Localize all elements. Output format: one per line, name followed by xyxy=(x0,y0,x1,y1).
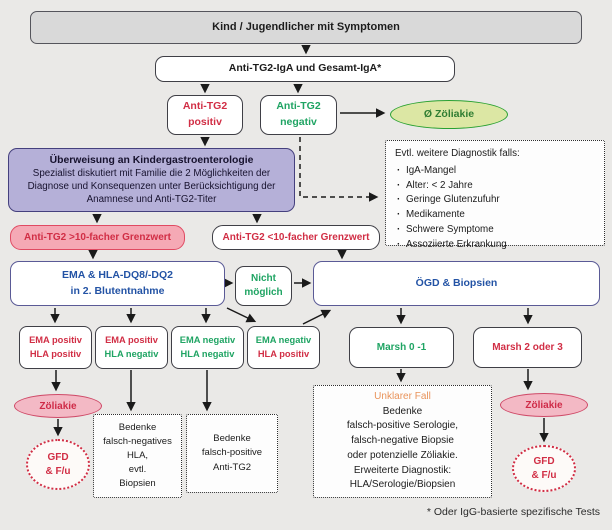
list-item: · IgA-Mangel xyxy=(395,164,507,179)
node-no-celiac xyxy=(390,100,508,129)
node-consider-false-positive-tg2: Bedenke falsch-positive Anti-TG2 xyxy=(186,414,278,493)
referral-line1: Spezialist diskutiert mit Familie die 2 Möglichkeiten der xyxy=(32,168,271,180)
no-celiac-label: Ø Zöliakie xyxy=(423,107,475,120)
node-start xyxy=(30,11,582,44)
node-unclear-case: Unklarer Fall Bedenke falsch-positive Serologie, falsch-negative Biopsie oder potenzielle Zöliakie. Erweiterte Diagnostik: HLA/Serologie/Biopsien xyxy=(313,385,492,498)
node-consider-false-negative-hla: Bedenke falsch-negatives HLA, evtl. Biopsien xyxy=(93,414,182,498)
node-not-possible xyxy=(235,266,292,306)
list-item: · Medikamente xyxy=(395,208,507,223)
ema-hla-line1: EMA & HLA-DQ8/-DQ2 xyxy=(61,268,174,281)
node-celiac-left: Zöliakie xyxy=(14,394,102,418)
list-item: · Schwere Symptome xyxy=(395,223,507,238)
node-anti-tg2-positive xyxy=(167,95,243,135)
not-possible-line1: Nicht xyxy=(251,273,276,284)
not-possible-line2: möglich xyxy=(244,287,283,298)
flow-arrow-dashed xyxy=(300,137,376,197)
referral-title: Überweisung an Kindergastroenterologie xyxy=(49,154,254,166)
tg2-positive-line1: Anti-TG2 xyxy=(182,100,228,113)
node-above-10x-threshold xyxy=(10,225,185,250)
tg2-negative-line2: negativ xyxy=(280,116,317,128)
referral-line3: Anamnese und Anti-TG2-Titer xyxy=(86,194,217,206)
list-item: · Assoziierte Erkrankung xyxy=(395,238,507,253)
node-marsh-0-1: Marsh 0 -1 xyxy=(349,327,454,368)
flow-arrow xyxy=(303,311,329,324)
node-referral xyxy=(8,148,295,212)
node-gfd-followup-right: GFD & F/u xyxy=(512,445,576,492)
tg2-negative-line1: Anti-TG2 xyxy=(276,100,321,113)
further-diagnostics-title: Evtl. weitere Diagnostik falls: xyxy=(395,148,520,159)
node-ema-hla-test xyxy=(10,261,225,306)
ogd-label: ÖGD & Biopsien xyxy=(415,276,498,289)
node-ema-neg-hla-pos: EMA negativ HLA positiv xyxy=(247,326,320,369)
list-item: · Geringe Glutenzufuhr xyxy=(395,193,507,208)
node-ema-neg-hla-neg: EMA negativ HLA negativ xyxy=(171,326,244,369)
node-gfd-followup-left: GFD & F/u xyxy=(26,439,90,490)
ema-hla-line2: in 2. Blutentnahme xyxy=(70,284,165,297)
node-ogd-biopsies xyxy=(313,261,600,306)
node-start-label: Kind / Jugendlicher mit Symptomen xyxy=(212,21,400,34)
flow-arrow xyxy=(227,308,254,321)
node-ema-pos-hla-pos: EMA positiv HLA positiv xyxy=(19,326,92,369)
tg2-positive-line2: positiv xyxy=(188,116,222,128)
above-threshold-label: Anti-TG2 >10-facher Grenzwert xyxy=(24,232,171,243)
footnote: * Oder IgG-basierte spezifische Tests xyxy=(426,506,600,518)
node-ema-pos-hla-neg: EMA positiv HLA negativ xyxy=(95,326,168,369)
below-threshold-label: Anti-TG2 <10-facher Grenzwert xyxy=(222,232,370,243)
referral-line2: Diagnose und Konsequenzen unter Berücksichtigung der xyxy=(27,181,276,193)
unclear-case-title: Unklarer Fall xyxy=(374,390,431,402)
node-below-10x-threshold xyxy=(212,225,380,250)
further-diagnostics-list xyxy=(395,164,507,253)
node-serology-test xyxy=(155,56,455,82)
node-anti-tg2-negative xyxy=(260,95,337,135)
node-marsh-2-3: Marsh 2 oder 3 xyxy=(473,327,582,368)
list-item: · Alter: < 2 Jahre xyxy=(395,179,507,194)
node-celiac-right: Zöliakie xyxy=(500,393,588,417)
node-serology-label: Anti-TG2-IgA und Gesamt-IgA* xyxy=(228,62,382,75)
node-further-diagnostics xyxy=(385,140,605,250)
